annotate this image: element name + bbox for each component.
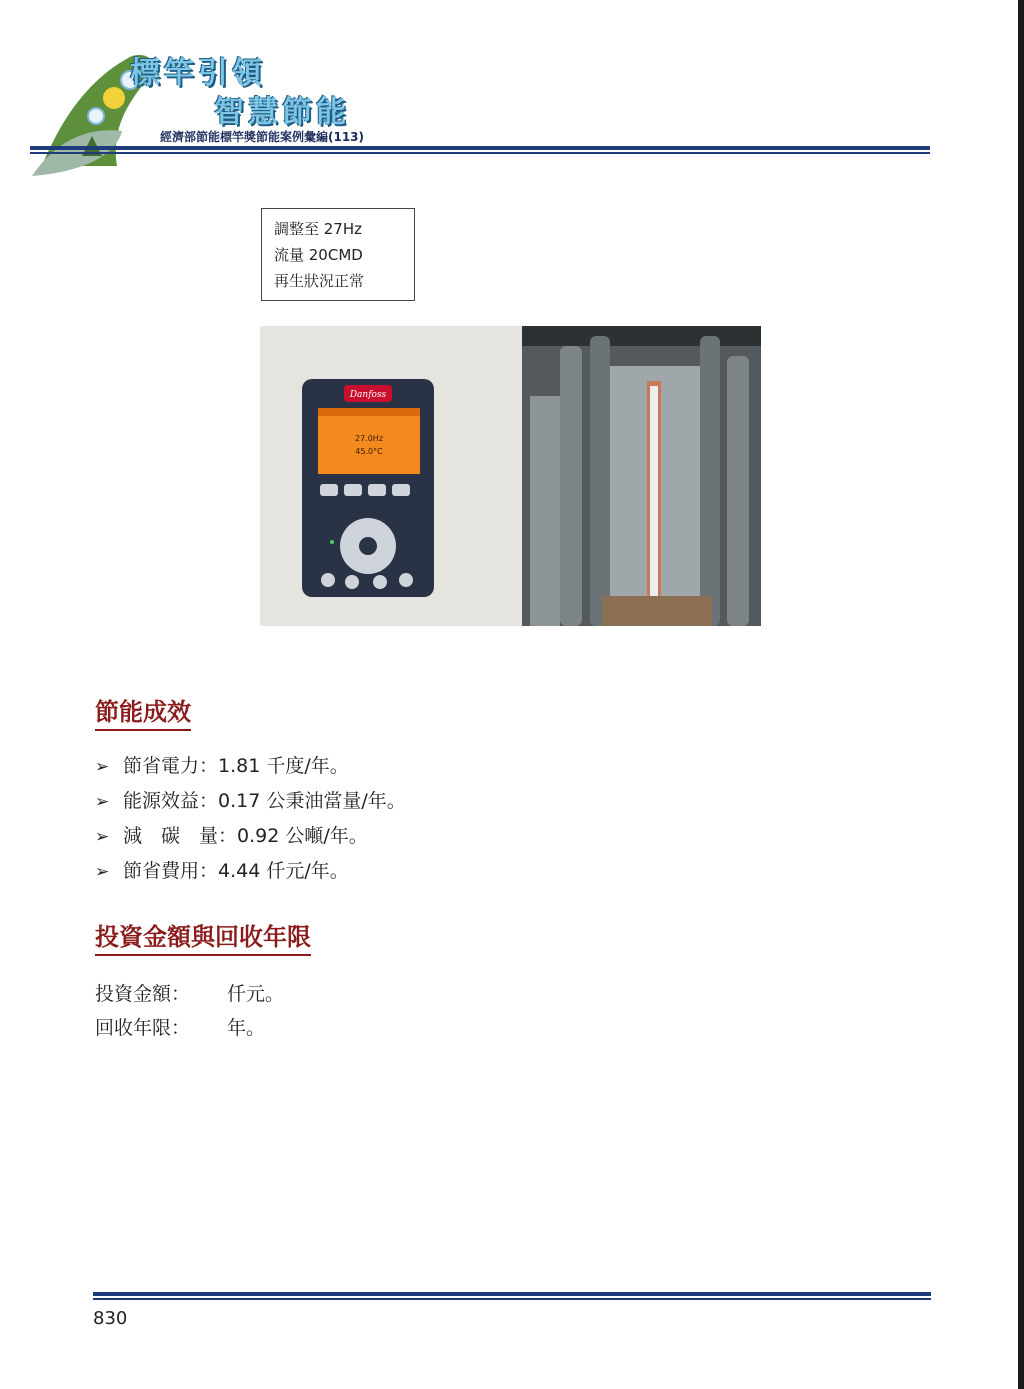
flowmeter-photo bbox=[522, 326, 761, 626]
investment-amount-value: 仟元。 bbox=[227, 983, 285, 1005]
investment-amount-label: 投資金額： bbox=[95, 983, 191, 1005]
callout-line: 再生狀況正常 bbox=[274, 272, 365, 290]
savings-item-text: 節省費用：4.44 仟元/年。 bbox=[123, 860, 349, 882]
list-item bbox=[95, 822, 406, 857]
list-item bbox=[95, 752, 406, 787]
footer-rule-thin bbox=[93, 1298, 931, 1300]
arrow-bullet-icon: ➢ bbox=[95, 792, 110, 812]
callout-box bbox=[261, 208, 415, 301]
brush-title-line1: 標竿引領 bbox=[130, 56, 266, 91]
arrow-bullet-icon: ➢ bbox=[95, 827, 110, 847]
savings-item-text: 能源效益：0.17 公秉油當量/年。 bbox=[123, 790, 406, 812]
page-number: 830 bbox=[93, 1308, 128, 1329]
header-rule-thin bbox=[30, 152, 930, 154]
footer-rule bbox=[93, 1292, 931, 1296]
payback-value: 年。 bbox=[227, 1017, 266, 1039]
investment-block bbox=[95, 980, 284, 1048]
savings-item-text: 減 碳 量：0.92 公噸/年。 bbox=[123, 825, 368, 847]
section-title-investment: 投資金額與回收年限 bbox=[95, 922, 311, 956]
arrow-bullet-icon: ➢ bbox=[95, 862, 110, 882]
callout-line: 調整至 27Hz bbox=[274, 220, 363, 238]
keypad-brand: Danfoss bbox=[349, 390, 387, 400]
vfd-keypad-photo bbox=[260, 326, 522, 626]
list-item bbox=[95, 787, 406, 822]
brush-title-line2: 智慧節能 bbox=[214, 95, 350, 130]
savings-list bbox=[95, 752, 406, 892]
investment-amount-row bbox=[95, 980, 284, 1014]
arrow-bullet-icon: ➢ bbox=[95, 757, 110, 777]
payback-label: 回收年限： bbox=[95, 1017, 191, 1039]
list-item bbox=[95, 857, 406, 892]
keypad-readout-freq: 27.0Hz bbox=[354, 434, 384, 443]
callout-line: 流量 20CMD bbox=[274, 246, 363, 264]
header-subtitle: 經濟部節能標竿獎節能案例彙編(113) bbox=[160, 130, 365, 144]
header-rule bbox=[30, 146, 930, 150]
section-title-savings: 節能成效 bbox=[95, 697, 191, 731]
keypad-readout-temp: 45.0°C bbox=[355, 447, 383, 456]
savings-item-text: 節省電力：1.81 千度/年。 bbox=[123, 755, 349, 777]
page-edge-shadow bbox=[1018, 0, 1024, 1389]
payback-row bbox=[95, 1014, 284, 1048]
